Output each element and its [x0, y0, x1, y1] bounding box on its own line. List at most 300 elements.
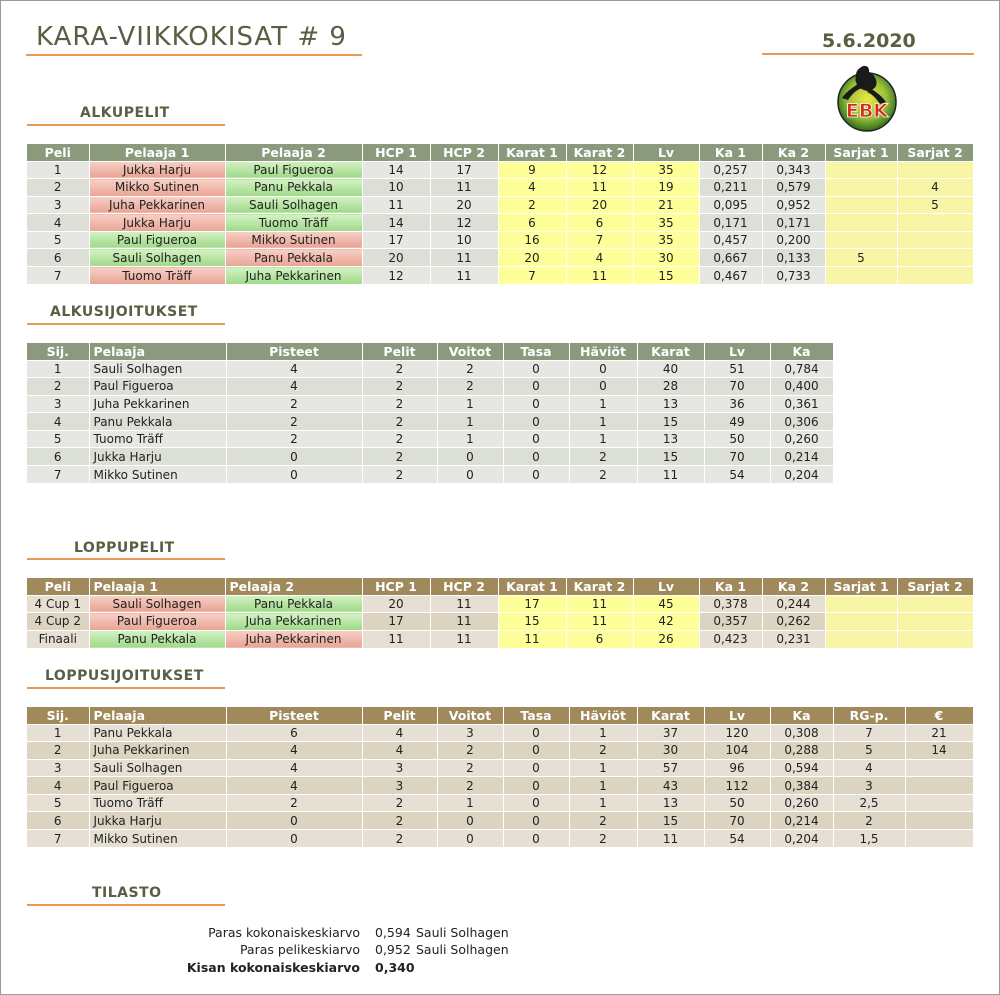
- table-cell: 17: [362, 231, 430, 249]
- table-cell: 30: [637, 742, 704, 760]
- table-cell: 51: [704, 360, 770, 378]
- table-cell: 0,204: [770, 466, 833, 484]
- table-cell: 5: [27, 231, 89, 249]
- stat-value: 0,952: [375, 942, 411, 957]
- stat-value: 0,340: [375, 960, 415, 975]
- loppupelit-body: [27, 595, 973, 648]
- table-cell: Paul Figueroa: [89, 613, 225, 631]
- section-underline: [27, 558, 225, 560]
- alkupelit-table: [27, 144, 974, 284]
- table-cell: 4: [226, 759, 362, 777]
- col-header: Sarjat 1: [825, 144, 897, 161]
- table-row: [27, 231, 973, 249]
- stat-player: Sauli Solhagen: [416, 925, 509, 940]
- table-cell: 4: [833, 759, 905, 777]
- ebk-logo: [834, 62, 900, 132]
- table-cell: Juha Pekkarinen: [89, 395, 226, 413]
- section-underline: [27, 904, 225, 906]
- table-cell: Panu Pekkala: [225, 595, 362, 613]
- table-cell: 36: [704, 395, 770, 413]
- table-cell: 6: [27, 249, 89, 267]
- table-row: [27, 742, 973, 760]
- col-header: HCP 2: [430, 578, 498, 595]
- table-cell: Panu Pekkala: [225, 249, 362, 267]
- table-cell: 0,467: [699, 267, 762, 285]
- col-header: Tasa: [503, 707, 569, 724]
- col-header: Lv: [633, 578, 699, 595]
- col-header: Pelaaja 1: [89, 578, 225, 595]
- table-cell: Panu Pekkala: [89, 630, 225, 648]
- table-cell: 1: [437, 413, 503, 431]
- table-cell: 11: [498, 630, 566, 648]
- table-cell: 5: [825, 249, 897, 267]
- table-cell: 0,288: [770, 742, 833, 760]
- table-cell: 5: [833, 742, 905, 760]
- section-title-loppupelit: LOPPUPELIT: [74, 540, 175, 556]
- table-cell: 4: [226, 742, 362, 760]
- table-cell: 0,133: [762, 249, 825, 267]
- table-cell: 104: [704, 742, 770, 760]
- table-cell: 0: [503, 395, 569, 413]
- table-cell: 11: [566, 179, 633, 197]
- table-cell: 4: [27, 777, 89, 795]
- table-cell: 0,306: [770, 413, 833, 431]
- table-cell: 0,260: [770, 430, 833, 448]
- col-header: Karat 1: [498, 578, 566, 595]
- table-cell: 21: [905, 724, 973, 742]
- section-underline: [27, 124, 225, 126]
- table-cell: 15: [633, 267, 699, 285]
- table-cell: 2: [362, 830, 437, 848]
- table-cell: 11: [430, 630, 498, 648]
- section-title-alkusijoitukset: ALKUSIJOITUKSET: [50, 304, 198, 320]
- col-header: Karat 2: [566, 144, 633, 161]
- table-row: [27, 395, 833, 413]
- table-cell: 11: [566, 595, 633, 613]
- col-header: Ka: [770, 707, 833, 724]
- col-header: Ka 1: [699, 578, 762, 595]
- table-cell: 0: [503, 466, 569, 484]
- stat-label: Paras pelikeskiarvo: [239, 942, 360, 957]
- table-cell: 17: [362, 613, 430, 631]
- table-cell: Juha Pekkarinen: [225, 267, 362, 285]
- table-cell: 6: [27, 812, 89, 830]
- table-cell: 26: [633, 630, 699, 648]
- table-cell: [905, 794, 973, 812]
- table-cell: 2: [437, 777, 503, 795]
- table-cell: 20: [498, 249, 566, 267]
- table-cell: 1: [569, 413, 637, 431]
- table-cell: [825, 267, 897, 285]
- table-cell: 10: [430, 231, 498, 249]
- table-cell: 11: [430, 267, 498, 285]
- table-cell: 1: [437, 430, 503, 448]
- table-cell: 2: [569, 830, 637, 848]
- table-cell: 0,200: [762, 231, 825, 249]
- table-cell: 0,361: [770, 395, 833, 413]
- table-cell: 4: [27, 214, 89, 232]
- table-cell: [905, 759, 973, 777]
- table-cell: 40: [637, 360, 704, 378]
- col-header: Pisteet: [226, 343, 362, 360]
- table-cell: Jukka Harju: [89, 214, 225, 232]
- table-cell: 2: [226, 413, 362, 431]
- table-cell: [825, 613, 897, 631]
- table-row: [27, 267, 973, 285]
- col-header: Lv: [633, 144, 699, 161]
- section-title-tilasto: TILASTO: [92, 885, 162, 901]
- table-cell: 1: [27, 360, 89, 378]
- table-cell: 0: [503, 759, 569, 777]
- table-cell: 12: [566, 161, 633, 179]
- table-cell: 3: [27, 196, 89, 214]
- table-cell: 6: [566, 214, 633, 232]
- table-cell: 11: [362, 196, 430, 214]
- col-header: Karat: [637, 343, 704, 360]
- table-cell: 4: [362, 742, 437, 760]
- col-header: Peli: [27, 144, 89, 161]
- table-cell: 4: [566, 249, 633, 267]
- table-cell: 0: [569, 378, 637, 396]
- table-cell: [897, 267, 973, 285]
- table-cell: 0,423: [699, 630, 762, 648]
- table-cell: 11: [566, 267, 633, 285]
- table-cell: 15: [637, 448, 704, 466]
- table-cell: 0,400: [770, 378, 833, 396]
- table-cell: 1: [569, 430, 637, 448]
- table-cell: 0: [569, 360, 637, 378]
- col-header: Sarjat 1: [825, 578, 897, 595]
- col-header: Sarjat 2: [897, 578, 973, 595]
- table-cell: Jukka Harju: [89, 812, 226, 830]
- table-cell: 3: [362, 759, 437, 777]
- table-cell: 6: [498, 214, 566, 232]
- table-cell: [905, 777, 973, 795]
- table-cell: Mikko Sutinen: [89, 466, 226, 484]
- table-cell: Mikko Sutinen: [89, 179, 225, 197]
- svg-text:EBK: EBK: [845, 100, 889, 122]
- table-cell: 7: [27, 466, 89, 484]
- table-cell: 19: [633, 179, 699, 197]
- table-cell: [825, 196, 897, 214]
- table-cell: Paul Figueroa: [89, 777, 226, 795]
- table-cell: Juha Pekkarinen: [225, 630, 362, 648]
- table-cell: 11: [637, 466, 704, 484]
- table-cell: 20: [566, 196, 633, 214]
- table-cell: Jukka Harju: [89, 161, 225, 179]
- table-cell: 6: [27, 448, 89, 466]
- col-header: Voitot: [437, 707, 503, 724]
- table-cell: 0,579: [762, 179, 825, 197]
- alkusijoitukset-body: [27, 360, 833, 483]
- table-cell: 0: [437, 812, 503, 830]
- alkupelit-body: [27, 161, 973, 284]
- col-header: HCP 2: [430, 144, 498, 161]
- table-cell: 45: [633, 595, 699, 613]
- table-cell: 0: [437, 830, 503, 848]
- col-header: HCP 1: [362, 144, 430, 161]
- table-cell: 0,952: [762, 196, 825, 214]
- col-header: Tasa: [503, 343, 569, 360]
- table-cell: Juha Pekkarinen: [89, 196, 225, 214]
- table-cell: Paul Figueroa: [89, 378, 226, 396]
- table-cell: 16: [498, 231, 566, 249]
- table-cell: Tuomo Träff: [89, 794, 226, 812]
- table-cell: 0: [503, 742, 569, 760]
- table-cell: 1: [569, 794, 637, 812]
- table-cell: 0,214: [770, 448, 833, 466]
- table-cell: [825, 231, 897, 249]
- table-cell: [897, 214, 973, 232]
- table-cell: 70: [704, 448, 770, 466]
- table-cell: 14: [362, 161, 430, 179]
- table-cell: 5: [27, 794, 89, 812]
- col-header: Häviöt: [569, 707, 637, 724]
- table-cell: 13: [637, 794, 704, 812]
- stat-row: [140, 925, 600, 943]
- col-header: Pelit: [362, 343, 437, 360]
- tilasto-stats: [140, 925, 600, 985]
- col-header: Ka 1: [699, 144, 762, 161]
- table-cell: 43: [637, 777, 704, 795]
- table-cell: 0: [226, 448, 362, 466]
- table-cell: 2: [362, 812, 437, 830]
- col-header: Lv: [704, 707, 770, 724]
- table-cell: 4: [226, 360, 362, 378]
- date-underline: [762, 53, 974, 55]
- section-title-loppusijoitukset: LOPPUSIJOITUKSET: [45, 668, 204, 684]
- table-cell: 0: [437, 448, 503, 466]
- col-header: Peli: [27, 578, 89, 595]
- table-cell: 50: [704, 794, 770, 812]
- table-cell: Tuomo Träff: [89, 267, 225, 285]
- table-cell: 35: [633, 214, 699, 232]
- table-header-row: [27, 144, 973, 161]
- table-cell: 0: [503, 830, 569, 848]
- table-cell: Tuomo Träff: [225, 214, 362, 232]
- table-cell: Juha Pekkarinen: [89, 742, 226, 760]
- table-cell: [897, 630, 973, 648]
- table-cell: 9: [498, 161, 566, 179]
- col-header: Ka: [770, 343, 833, 360]
- col-header: Voitot: [437, 343, 503, 360]
- col-header: Lv: [704, 343, 770, 360]
- stat-label: Kisan kokonaiskeskiarvo: [186, 960, 360, 975]
- table-cell: Sauli Solhagen: [89, 249, 225, 267]
- table-cell: [905, 830, 973, 848]
- table-cell: 2: [833, 812, 905, 830]
- table-cell: 49: [704, 413, 770, 431]
- table-cell: Paul Figueroa: [89, 231, 225, 249]
- table-cell: Juha Pekkarinen: [225, 613, 362, 631]
- event-date: 5.6.2020: [822, 30, 916, 52]
- table-row: [27, 724, 973, 742]
- table-cell: 42: [633, 613, 699, 631]
- table-cell: 15: [637, 812, 704, 830]
- table-cell: [825, 179, 897, 197]
- table-cell: [897, 249, 973, 267]
- table-cell: 2: [437, 378, 503, 396]
- table-cell: 1: [569, 395, 637, 413]
- table-row: [27, 466, 833, 484]
- table-row: [27, 249, 973, 267]
- table-cell: Panu Pekkala: [89, 724, 226, 742]
- loppusijoitukset-body: [27, 724, 973, 847]
- title-underline: [26, 54, 362, 56]
- table-cell: 0,357: [699, 613, 762, 631]
- table-cell: 20: [362, 249, 430, 267]
- table-cell: 14: [362, 214, 430, 232]
- table-cell: Tuomo Träff: [89, 430, 226, 448]
- table-cell: 11: [637, 830, 704, 848]
- table-cell: 54: [704, 466, 770, 484]
- table-cell: 0: [226, 466, 362, 484]
- table-cell: 2: [362, 360, 437, 378]
- table-cell: 0,171: [699, 214, 762, 232]
- table-cell: Sauli Solhagen: [89, 360, 226, 378]
- table-cell: 0: [503, 448, 569, 466]
- table-cell: 14: [905, 742, 973, 760]
- table-row: [27, 378, 833, 396]
- table-cell: 1: [437, 794, 503, 812]
- table-cell: 2: [226, 430, 362, 448]
- table-cell: 4: [27, 413, 89, 431]
- table-cell: 20: [430, 196, 498, 214]
- col-header: Häviöt: [569, 343, 637, 360]
- table-cell: 15: [637, 413, 704, 431]
- table-cell: 0,784: [770, 360, 833, 378]
- table-row: [27, 794, 973, 812]
- table-cell: 0,231: [762, 630, 825, 648]
- section-underline: [27, 323, 225, 325]
- table-cell: 10: [362, 179, 430, 197]
- stat-label: Paras kokonaiskeskiarvo: [208, 925, 360, 940]
- table-cell: Panu Pekkala: [89, 413, 226, 431]
- page-title: KARA-VIIKKOKISAT # 9: [36, 22, 347, 52]
- table-cell: 0: [503, 724, 569, 742]
- table-cell: 0: [503, 413, 569, 431]
- table-cell: [897, 595, 973, 613]
- table-cell: Paul Figueroa: [225, 161, 362, 179]
- table-cell: 7: [27, 830, 89, 848]
- table-cell: 1: [27, 161, 89, 179]
- col-header: Sij.: [27, 707, 89, 724]
- table-cell: [825, 161, 897, 179]
- table-cell: 1: [569, 724, 637, 742]
- table-cell: 7: [498, 267, 566, 285]
- table-cell: 0,378: [699, 595, 762, 613]
- table-cell: Finaali: [27, 630, 89, 648]
- table-cell: 2: [226, 794, 362, 812]
- table-cell: 30: [633, 249, 699, 267]
- table-cell: 2,5: [833, 794, 905, 812]
- stat-row: [140, 942, 600, 960]
- table-cell: 2: [226, 395, 362, 413]
- table-row: [27, 360, 833, 378]
- table-cell: 17: [430, 161, 498, 179]
- table-cell: 2: [569, 812, 637, 830]
- table-cell: 13: [637, 395, 704, 413]
- table-cell: 2: [362, 430, 437, 448]
- table-cell: 2: [27, 742, 89, 760]
- table-cell: 7: [27, 267, 89, 285]
- table-cell: 12: [362, 267, 430, 285]
- table-cell: 54: [704, 830, 770, 848]
- table-cell: 20: [362, 595, 430, 613]
- table-cell: 2: [362, 794, 437, 812]
- table-cell: 0,667: [699, 249, 762, 267]
- table-cell: 0,457: [699, 231, 762, 249]
- table-row: [27, 759, 973, 777]
- table-cell: 11: [430, 613, 498, 631]
- table-cell: 0,384: [770, 777, 833, 795]
- table-row: [27, 595, 973, 613]
- section-underline: [27, 687, 225, 689]
- table-cell: 0,260: [770, 794, 833, 812]
- table-cell: 0: [226, 812, 362, 830]
- table-cell: 120: [704, 724, 770, 742]
- table-cell: 70: [704, 378, 770, 396]
- table-cell: 4 Cup 2: [27, 613, 89, 631]
- table-header-row: [27, 343, 833, 360]
- table-cell: 96: [704, 759, 770, 777]
- table-cell: [897, 613, 973, 631]
- stat-value: 0,594: [375, 925, 411, 940]
- table-cell: 2: [362, 413, 437, 431]
- table-cell: 17: [498, 595, 566, 613]
- table-cell: 0,211: [699, 179, 762, 197]
- table-cell: 1: [437, 395, 503, 413]
- table-cell: 0: [437, 466, 503, 484]
- table-cell: 4: [498, 179, 566, 197]
- table-cell: 0,343: [762, 161, 825, 179]
- table-row: [27, 812, 973, 830]
- table-cell: [897, 161, 973, 179]
- col-header: HCP 1: [362, 578, 430, 595]
- table-cell: 2: [362, 466, 437, 484]
- col-header: Sij.: [27, 343, 89, 360]
- col-header: Ka 2: [762, 578, 825, 595]
- table-row: [27, 161, 973, 179]
- table-cell: Sauli Solhagen: [225, 196, 362, 214]
- table-cell: 5: [897, 196, 973, 214]
- table-cell: 3: [362, 777, 437, 795]
- table-cell: 0,308: [770, 724, 833, 742]
- table-cell: [825, 214, 897, 232]
- loppupelit-table: [27, 578, 974, 648]
- table-header-row: [27, 707, 973, 724]
- table-cell: 11: [430, 179, 498, 197]
- col-header: Karat: [637, 707, 704, 724]
- col-header: Pelit: [362, 707, 437, 724]
- table-cell: Mikko Sutinen: [89, 830, 226, 848]
- table-row: [27, 214, 973, 232]
- table-cell: [825, 630, 897, 648]
- table-cell: 1: [569, 759, 637, 777]
- table-cell: 11: [430, 249, 498, 267]
- table-cell: 15: [498, 613, 566, 631]
- table-cell: 5: [27, 430, 89, 448]
- col-header: Pelaaja: [89, 343, 226, 360]
- table-cell: Sauli Solhagen: [89, 759, 226, 777]
- col-header: Pelaaja: [89, 707, 226, 724]
- table-cell: 2: [569, 466, 637, 484]
- table-cell: [897, 231, 973, 249]
- stat-player: Sauli Solhagen: [416, 942, 509, 957]
- table-cell: 2: [362, 448, 437, 466]
- table-cell: 7: [566, 231, 633, 249]
- table-cell: 2: [498, 196, 566, 214]
